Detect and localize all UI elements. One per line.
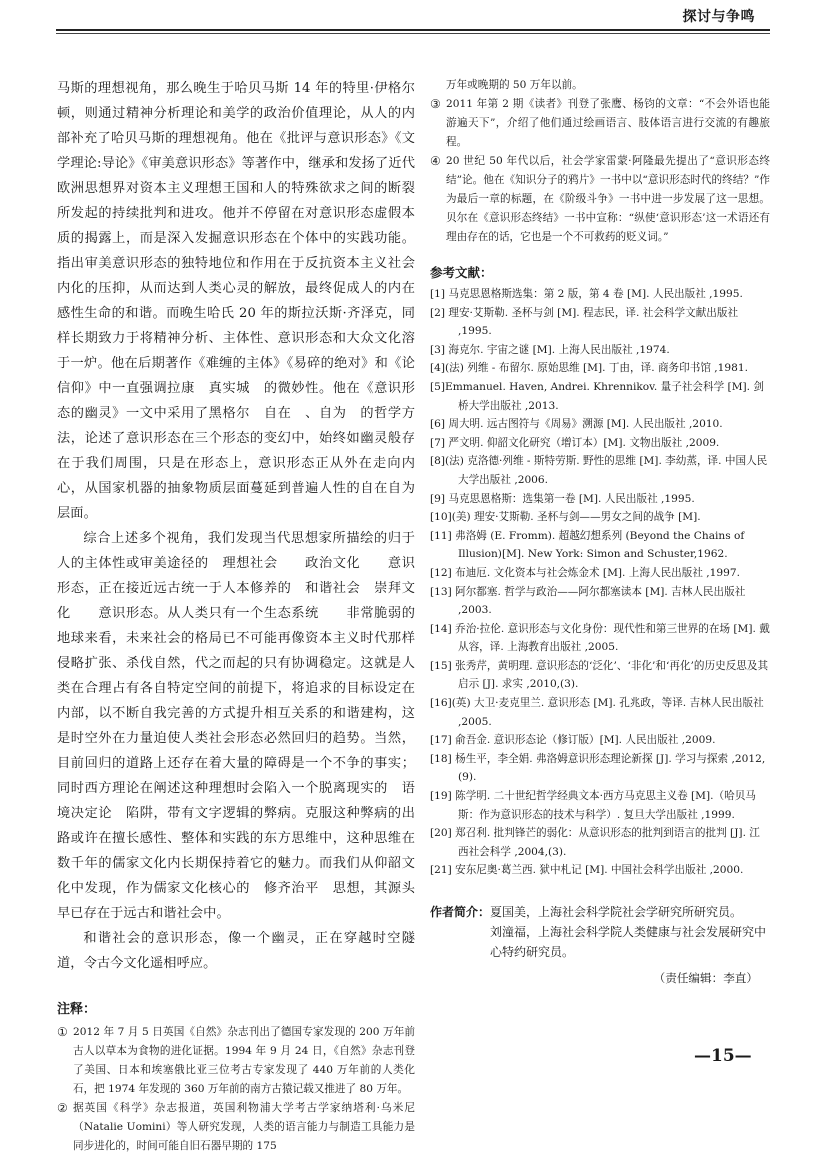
body-paragraph: 和谐社会的意识形态，像一个幽灵，正在穿越时空隧道，令古今文化遥相呼应。 [57, 931, 415, 971]
reference-item: [19] 陈学明. 二十世纪哲学经典文本·西方马克思主义卷 [M].（哈贝马斯：作为意识形态的技术与科学）. 复旦大学出版社 ,1999. [430, 790, 756, 821]
note-item [57, 1099, 415, 1156]
note-text: 20 世纪 50 年代以后，社会学家雷蒙·阿隆最先提出了“意识形态终结”论。他在《知识分子的鸦片》一书中以“意识形态时代的终结？”作为最后一章的标题，在《阶级斗争》一书中进一步发展了这一思想。贝尔在《意识形态终结》一书中宣称：“纵使‘意识形态’这一术语还有理由存在的话，它也是一个不可救药的贬义词。” [446, 155, 770, 243]
reference-item: [1] 马克思恩格斯选集：第 2 版，第 4 卷 [M]. 人民出版社 ,1995. [430, 288, 743, 300]
reference-item: [18] 杨生平，李全娟. 弗洛姆意识形态理论新探 [J]. 学习与探索 ,2012,(9). [430, 752, 766, 784]
left-column [57, 76, 429, 1156]
notes-title: 注释： [57, 1002, 97, 1017]
page-number: —15— [694, 1046, 752, 1066]
note-item [57, 1023, 415, 1099]
note-text: 万年或晚期的 50 万年以前。 [446, 79, 583, 91]
note-item [430, 152, 770, 247]
reference-item: [12] 布迪厄. 文化资本与社会炼金术 [M]. 上海人民出版社 ,1997. [430, 566, 740, 579]
notes-continued [430, 76, 770, 247]
note-mark: ③ [430, 97, 441, 111]
note-text: 2011 年第 2 期《读者》刊登了张鹰、杨钧的文章：“不会外语也能游遍天下”，介绍了他们通过绘画语言、肢体语言进行交流的有趣旅程。 [446, 98, 770, 148]
editor-credit: （责任编辑：李直） [653, 971, 758, 985]
note-item [430, 95, 770, 152]
reference-item: [16](英) 大卫·麦克里兰. 意识形态 [M]. 孔兆政，等译. 吉林人民出版社 ,2005. [430, 697, 764, 728]
reference-item: [14] 乔治·拉伦. 意识形态与文化身份：现代性和第三世界的在场 [M]. 戴从容，译. 上海教育出版社 ,2005. [430, 622, 770, 654]
reference-item: [5]Emmanuel. Haven, Andrei. Khrennikov. 量子社会科学 [M]. 剑桥大学出版社 ,2013. [430, 380, 764, 412]
reference-item: [21] 安东尼奥·葛兰西. 狱中札记 [M]. 中国社会科学出版社 ,2000. [430, 864, 744, 877]
reference-item: [13] 阿尔都塞. 哲学与政治——阿尔都塞读本 [M]. 吉林人民出版社 ,2003. [430, 585, 746, 617]
header-section-title: 探讨与争鸣 [682, 9, 755, 25]
note-text: 据英国《科学》杂志报道，英国利物浦大学考古学家纳塔利·乌米尼（Natalie Uomini）等人研究发现，人类的语言能力与制造工具能力是同步进化的，时间可能自旧石器早期的 175 [73, 1102, 415, 1152]
author-text: 刘潼福，上海社会科学院人类健康与社会发展研究中心特约研究员。 [490, 925, 767, 959]
author-line [430, 922, 770, 962]
reference-item: [7] 严文明. 仰韶文化研究（增订本）[M]. 文物出版社 ,2009. [430, 436, 720, 449]
reference-item: [9] 马克思恩格斯：选集第一卷 [M]. 人民出版社 ,1995. [430, 492, 695, 505]
author-label: 作者简介： [430, 905, 491, 919]
body-paragraph: 马斯的理想视角，那么晚生于哈贝马斯 14 年的特里·伊格尔顿，则通过精神分析理论和美学的政治价值理论，从人的内部补充了哈贝马斯的理想视角。他在《批评与意识形态》《文学理论:导论》《审美意识形态》等著作中，继承和发扬了近代欧洲思想界对资本主义理想王国和人的特殊欲求之间的断裂所发起的持续批判和进攻。他并不停留在对意识形态虚假本质的揭露上，而是深入发掘意识形态在个体中的实践功能。指出审美意识形态的独特地位和作用在于反抗资本主义社会 内化的压抑，从而达到人类心灵的解放，最终促成人的内在感性生命的和谐。而晚生哈氏 20 年的斯拉沃斯·齐泽克，同样长期致力于将精神分析、主体性、意识形态和大众文化溶于一炉。他在后期著作《难缠的主体》《易碎的绝对》和《论信仰》中一直强调拉康 真实城 的微妙性。他在《意识形态的幽灵》一文中采用了黑格尔 自在 、自为 的哲学方法，论述了意识形态在三个形态的变幻中，始终如幽灵般存在于我们周围，只是在形态上，意识形态正从外在走向内心，从国家机器的抽象物质层面蔓延到普遍人性的自在自为层面。 [57, 81, 429, 521]
references-title: 参考文献： [430, 265, 493, 280]
right-column [430, 76, 770, 986]
note-item [430, 76, 770, 95]
reference-item: [11] 弗洛姆 (E. Fromm). 超越幻想系列 (Beyond the Chains of Illusion)[M]. New York: Simon and Schuster,1962. [430, 529, 745, 561]
header-rule-thin [56, 33, 770, 34]
author-block [430, 902, 770, 986]
reference-item: [20] 郑召利. 批判锋芒的弱化：从意识形态的批判到语言的批判 [J]. 江西社会科学 ,2004,(3). [430, 827, 760, 858]
body-paragraph: 综合上述多个视角，我们发现当代思想家所描绘的归于人的主体性或审美途径的 理想社会 政治文化 意识形态，正在接近远古统一于人本修养的 和谐社会 崇拜文化 意识形态。从人类只有一个生态系统 非常脆弱的地球来看，未来社会的格局已不可能再像资本主义时代那样侵略扩张、杀伐自然，代之而起的只有协调稳定。这就是人类在合理占有各自特定空间的前提下，将追求的目标设定在内部，以不断自我完善的方式提升相互关系的和谐建构，这是时空外在力量迫使人类社会形态必然回归的趋势。当然，目前回归的道路上还存在着大量的障碍是一个不争的事实；同时西方理论在阐述这种理想时会陷入一个脱离现实的 语境决定论 陷阱，带有文字逻辑的弊病。克服这种弊病的出路或许在擅长感性、整体和实践的东方思维中，这种思维在数千年的儒家文化内长期保持着它的魅力。而我们从仰韶文化中发现，作为儒家文化核心的 修齐治平 思想，其源头早已存在于远古和谐社会中。 [57, 531, 415, 921]
reference-item: [8](法) 克洛德·列维 - 斯特劳斯. 野性的思维 [M]. 李幼蒸，译. 中国人民大学出版社 ,2006. [430, 455, 768, 486]
reference-item: [3] 海克尔. 宇宙之谜 [M]. 上海人民出版社 ,1974. [430, 343, 670, 356]
note-mark: ① [57, 1025, 68, 1039]
header-rule [56, 29, 770, 31]
references-list [430, 285, 770, 880]
reference-item: [2] 理安·艾斯勒. 圣杯与剑 [M]. 程志民，译. 社会科学文献出版社 ,1995. [430, 306, 739, 338]
reference-item: [17] 俞吾金. 意识形态论（修订版）[M]. 人民出版社 ,2009. [430, 734, 716, 747]
reference-item: [15] 张秀芹，黄明理. 意识形态的‘泛化’、‘非化’和‘再化’的历史反思及其启示 [J]. 求实 ,2010,(3). [430, 659, 769, 691]
note-mark: ④ [430, 154, 441, 168]
note-mark: ② [57, 1101, 68, 1115]
notes-list [57, 1023, 415, 1156]
author-line [430, 902, 770, 922]
reference-item: [4](法) 列维 - 布留尔. 原始思维 [M]. 丁由，译. 商务印书馆 ,1981. [430, 362, 748, 375]
author-text: 夏国美，上海社会科学院社会学研究所研究员。 [490, 905, 743, 919]
reference-item: [6] 周大明. 远古图符与《周易》溯源 [M]. 人民出版社 ,2010. [430, 418, 723, 431]
note-text: 2012 年 7 月 5 日英国《自然》杂志刊出了德国专家发现的 200 万年前古人以草本为食物的进化证据。1994 年 9 月 24 日，《自然》杂志刊登了美国、日本和埃塞俄比亚三位考古专家发现了 440 万年前的人类化石，把 1974 年发现的 360 万年前的南方古猿记载又推进了 80 万年。 [73, 1026, 415, 1095]
reference-item: [10](美) 理安·艾斯勒. 圣杯与剑——男女之间的战争 [M]. [430, 511, 701, 524]
